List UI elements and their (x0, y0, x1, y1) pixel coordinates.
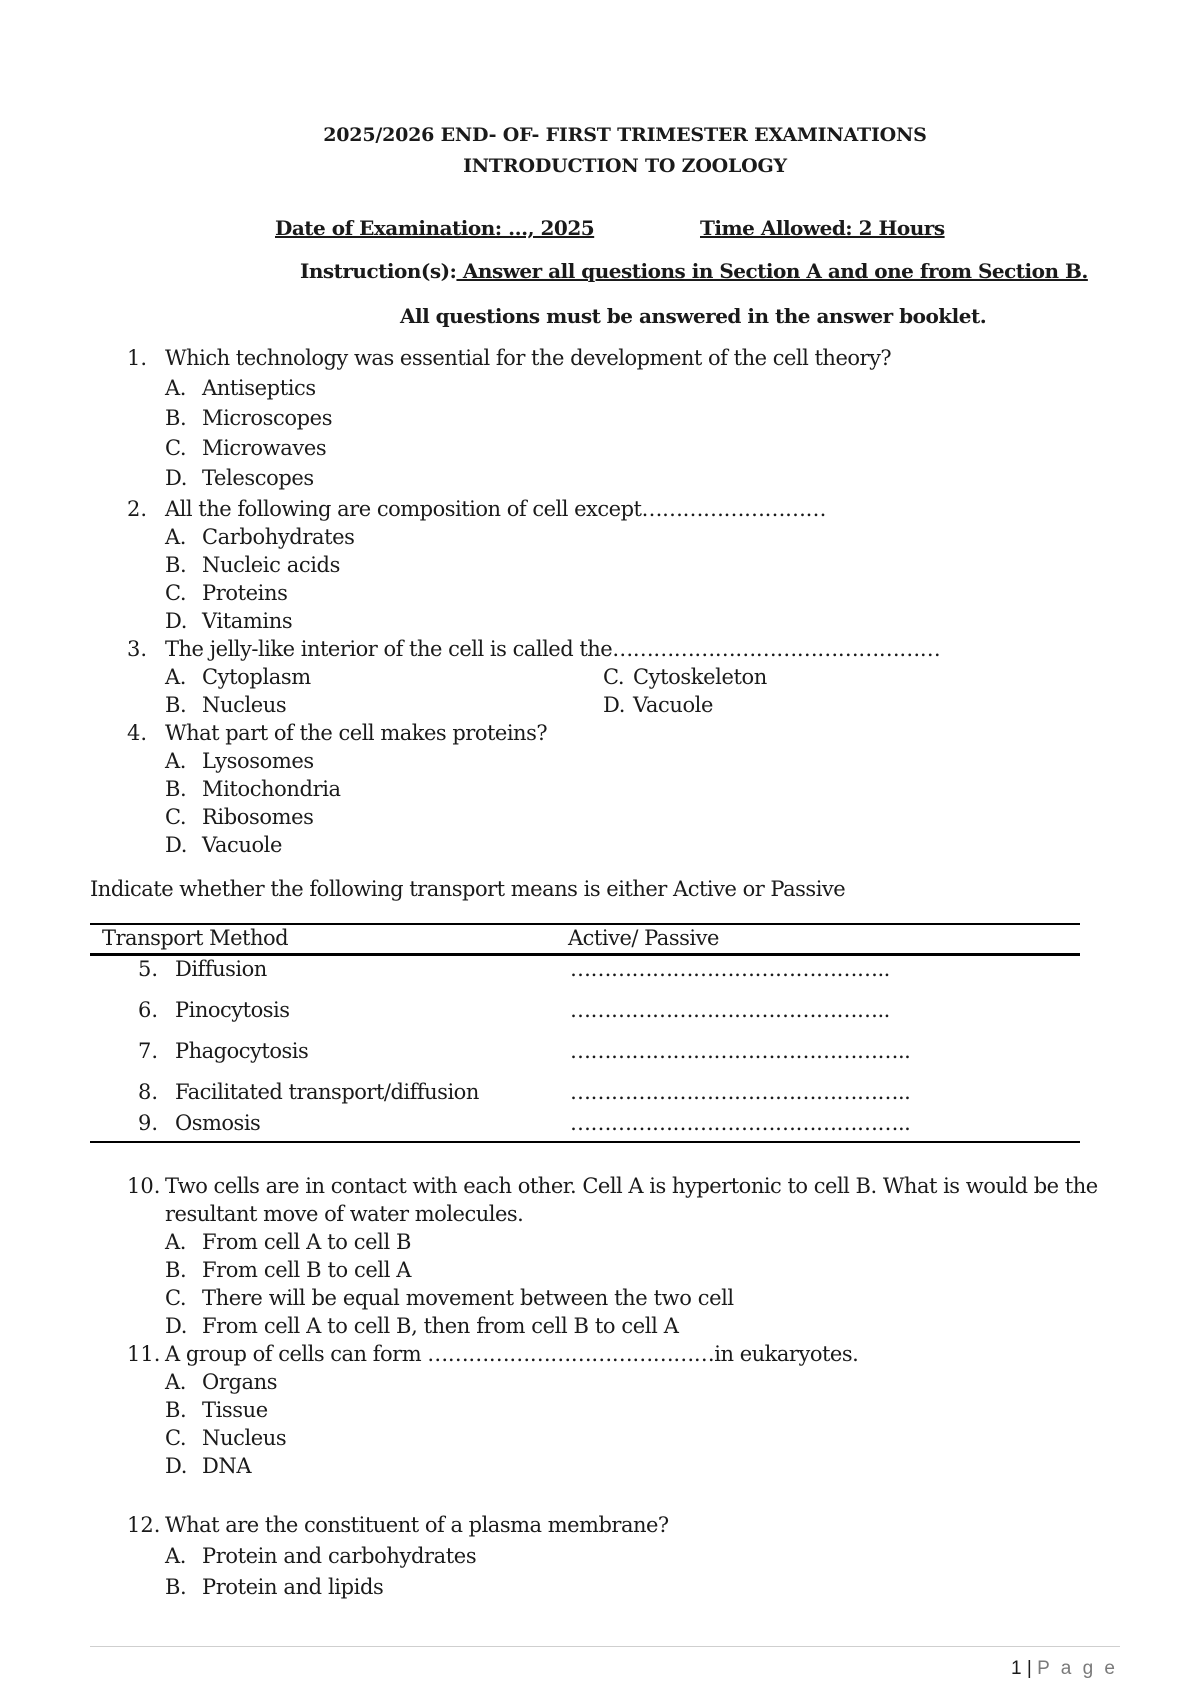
table-row-method: Osmosis (175, 1111, 261, 1135)
course-title: INTRODUCTION TO ZOOLOGY (463, 155, 787, 177)
option-text: Microscopes (202, 406, 333, 430)
exam-date: Date of Examination: …, 2025 (275, 216, 595, 240)
footer-separator: | (1021, 1658, 1038, 1679)
option-text: From cell A to cell B, then from cell B to cell A (202, 1314, 679, 1338)
option-text: Microwaves (202, 436, 327, 460)
option-text: From cell B to cell A (202, 1258, 412, 1282)
option-letter: B. (165, 1575, 187, 1599)
option-text: Antiseptics (202, 376, 316, 400)
option-letter: B. (165, 553, 187, 577)
option-text: Nucleus (202, 693, 287, 717)
option-text: Carbohydrates (202, 525, 355, 549)
question-number: 12. (127, 1513, 161, 1537)
option-letter: B. (165, 693, 187, 717)
instruction-label: Instruction(s): (300, 259, 457, 283)
option-text: Cytoplasm (202, 665, 311, 689)
option-letter: C. (165, 805, 187, 829)
option-letter: B. (165, 777, 187, 801)
table-row-number: 5. (138, 957, 159, 981)
question-number: 1. (127, 346, 148, 370)
table-row-method: Pinocytosis (175, 998, 290, 1022)
table-row-answer-blank: ………………………………………….. (570, 1080, 911, 1104)
option-text: From cell A to cell B (202, 1230, 412, 1254)
table-row-number: 8. (138, 1080, 159, 1104)
question-number: 2. (127, 497, 148, 521)
option-letter: D. (165, 1454, 187, 1478)
option-letter: C. (603, 665, 625, 689)
table-row-method: Phagocytosis (175, 1039, 309, 1063)
table-row-answer-blank: ……………………………………….. (570, 998, 890, 1022)
table-header-status: Active/ Passive (568, 926, 719, 950)
option-letter: C. (165, 436, 187, 460)
booklet-note: All questions must be answered in the answer booklet. (400, 304, 987, 328)
instruction-text: Answer all questions in Section A and one from Section B. (456, 259, 1088, 283)
option-letter: A. (165, 665, 187, 689)
table-row-answer-blank: ………………………………………….. (570, 1111, 911, 1135)
table-header-rule (90, 953, 1080, 956)
question-number: 4. (127, 721, 148, 745)
table-row-method: Diffusion (175, 957, 267, 981)
transport-instructions: Indicate whether the following transport means is either Active or Passive (90, 877, 846, 901)
option-letter: B. (165, 406, 187, 430)
option-text: Protein and carbohydrates (202, 1544, 477, 1568)
question-number: 11. (127, 1342, 161, 1366)
option-letter: C. (165, 1286, 187, 1310)
option-letter: D. (165, 466, 187, 490)
exam-title: 2025/2026 END- OF- FIRST TRIMESTER EXAMINATIONS (323, 124, 927, 146)
option-text: Cytoskeleton (633, 665, 767, 689)
table-row-answer-blank: ………………………………………….. (570, 1039, 911, 1063)
option-letter: A. (165, 1230, 187, 1254)
footer-divider (90, 1646, 1120, 1647)
option-letter: D. (603, 693, 625, 717)
option-text: There will be equal movement between the two cell (202, 1286, 734, 1310)
page-number: 1 (1011, 1658, 1022, 1679)
option-text: Vacuole (202, 833, 283, 857)
table-row-method: Facilitated transport/diffusion (175, 1080, 479, 1104)
question-text: What are the constituent of a plasma membrane? (165, 1513, 669, 1537)
question-text: What part of the cell makes proteins? (165, 721, 548, 745)
option-letter: A. (165, 1370, 187, 1394)
option-text: Nucleic acids (202, 553, 340, 577)
table-top-rule (90, 923, 1080, 925)
question-number: 3. (127, 637, 148, 661)
instructions (300, 259, 1088, 283)
question-number: 10. (127, 1174, 161, 1198)
option-text: Proteins (202, 581, 288, 605)
option-text: Ribosomes (202, 805, 314, 829)
option-text: DNA (202, 1454, 252, 1478)
option-letter: A. (165, 1544, 187, 1568)
question-text-continued: resultant move of water molecules. (165, 1202, 524, 1226)
option-letter: B. (165, 1398, 187, 1422)
option-letter: C. (165, 581, 187, 605)
option-letter: A. (165, 525, 187, 549)
question-text: Which technology was essential for the development of the cell theory? (165, 346, 892, 370)
option-text: Nucleus (202, 1426, 287, 1450)
table-row-number: 7. (138, 1039, 159, 1063)
option-letter: D. (165, 1314, 187, 1338)
time-allowed: Time Allowed: 2 Hours (700, 216, 945, 240)
option-letter: B. (165, 1258, 187, 1282)
option-text: Telescopes (202, 466, 314, 490)
table-row-number: 9. (138, 1111, 159, 1135)
option-text: Organs (202, 1370, 278, 1394)
page-label: P a g e (1037, 1658, 1118, 1679)
option-text: Lysosomes (202, 749, 314, 773)
option-text: Mitochondria (202, 777, 341, 801)
option-letter: A. (165, 376, 187, 400)
option-letter: A. (165, 749, 187, 773)
option-text: Protein and lipids (202, 1575, 384, 1599)
option-letter: C. (165, 1426, 187, 1450)
table-row-number: 6. (138, 998, 159, 1022)
page-footer (1011, 1658, 1118, 1680)
table-bottom-rule (90, 1141, 1080, 1143)
question-text: All the following are composition of cell except……………………… (165, 497, 826, 521)
question-text: A group of cells can form ……………………………………in eukaryotes. (165, 1342, 859, 1366)
question-text: Two cells are in contact with each other. Cell A is hypertonic to cell B. What is would be the (165, 1174, 1098, 1198)
option-letter: D. (165, 609, 187, 633)
option-text: Tissue (202, 1398, 268, 1422)
table-row-answer-blank: ……………………………………….. (570, 957, 890, 981)
option-text: Vacuole (633, 693, 714, 717)
question-text: The jelly-like interior of the cell is called the………………………………………… (165, 637, 941, 661)
option-letter: D. (165, 833, 187, 857)
table-header-method: Transport Method (102, 926, 289, 950)
option-text: Vitamins (202, 609, 293, 633)
